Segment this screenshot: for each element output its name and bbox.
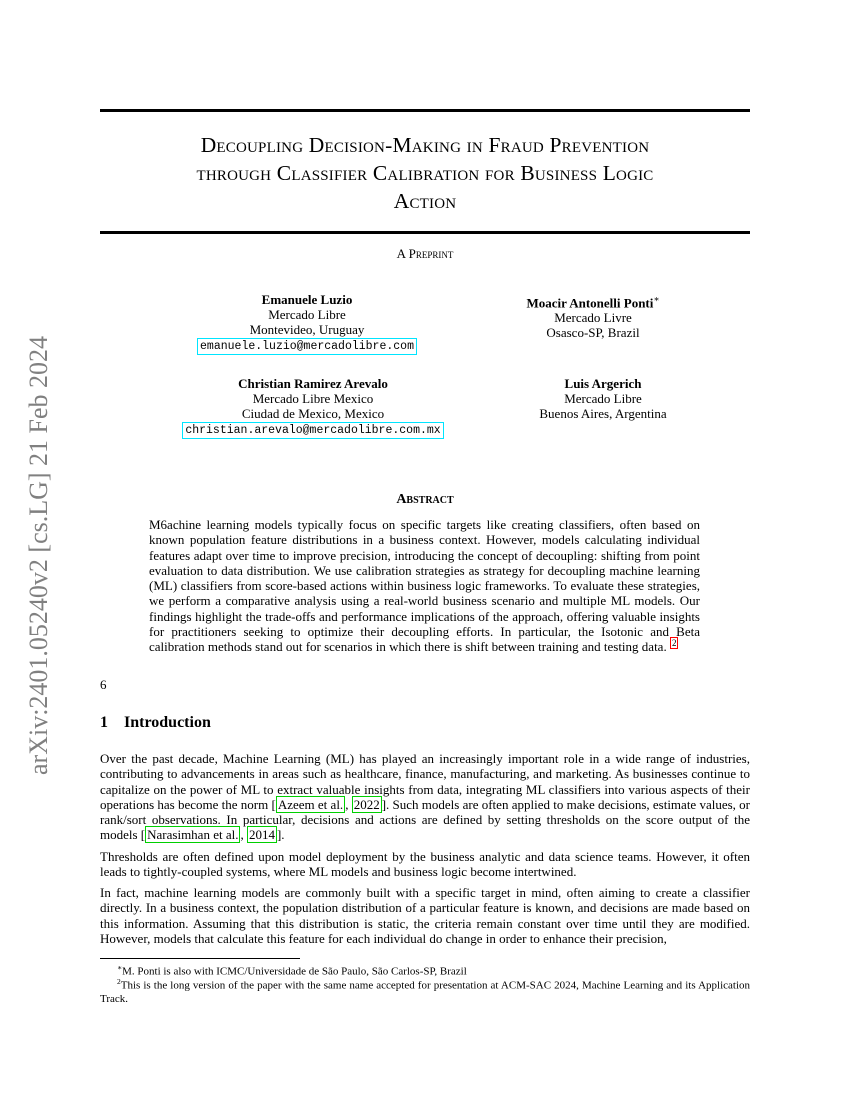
author-block-arevalo: [163, 376, 463, 439]
footnote-text: This is the long version of the paper with the same name accepted for presentation at ACM-SAC 2024, Machine Learning and its Application Track.: [100, 979, 750, 1006]
title-top-rule: [100, 109, 750, 112]
intro-paragraph-1: Over the past decade, Machine Learning (ML) has played an increasingly important role in a wide range of industries, contributing to advancements in areas such as healthcare, finance, manufacturing, and marketing. As businesses continue to capitalize on the power of ML to extract valuable insights from data, integrating ML classifiers into various aspects of their operations has become the norm [ Azeem et al. , 2022 ]. Such models are often applied to make decisions, estimate values, or rank/sort observations. In particular, decisions and actions are defined by setting thresholds on the score output of the models [ Narasimhan et al. , 2014 ].: [100, 751, 751, 843]
abstract-heading: Abstract: [396, 492, 454, 507]
author-footnote-mark[interactable]: ∗: [653, 294, 660, 304]
paragraph-text: ]. Such models are often applied to make decisions, estimate values, or rank/sort observations. In particular, decisions and actions are defined by setting thresholds on the score output of the models [: [100, 796, 751, 843]
section-number: 1: [100, 714, 108, 731]
author-name: Moacir Antonelli Ponti: [526, 295, 654, 311]
footnote-2: [100, 975, 750, 1007]
footnote-text: M. Ponti is also with ICMC/Universidade de São Paulo, São Carlos-SP, Brazil: [122, 965, 467, 978]
author-name: Luis Argerich: [564, 376, 642, 391]
section-title: Introduction: [124, 714, 211, 731]
title-line-1: Decoupling Decision-Making in Fraud Prevention: [200, 133, 650, 157]
citation-link[interactable]: Azeem et al.: [277, 796, 344, 812]
paper-title: [100, 131, 750, 215]
title-line-2: through Classifier Calibration for Business Logic: [196, 161, 654, 185]
author-email-link[interactable]: christian.arevalo@mercadolibre.com.mx: [182, 422, 443, 439]
abstract-footnote-link[interactable]: 2: [671, 638, 677, 649]
author-name: Christian Ramirez Arevalo: [238, 376, 388, 391]
citation-year-link[interactable]: 2022: [353, 796, 380, 812]
author-location: Montevideo, Uruguay: [249, 322, 365, 337]
abstract-text: [149, 517, 700, 655]
preprint-label: A Preprint: [396, 246, 454, 261]
footnote-mark: 2: [117, 977, 121, 986]
arxiv-stamp: arXiv:2401.05240v2 [cs.LG] 21 Feb 2024: [24, 335, 53, 775]
intro-paragraph-3: In fact, machine learning models are commonly built with a specific target in mind, often aiming to create a classifier directly. In a business context, the population distribution of a particular feature is known, and decisions are made based on this information. Assuming that this distribution is static, the criteria remain constant over time until they are modified. However, models that calculate this feature for each individual do change in order to enhance their precision,: [100, 885, 750, 946]
author-location: Osasco-SP, Brazil: [546, 325, 640, 341]
author-location: Ciudad de Mexico, Mexico: [241, 406, 385, 421]
author-email-link[interactable]: emanuele.luzio@mercadolibre.com: [197, 338, 417, 355]
title-bottom-rule: [100, 231, 750, 234]
author-block-ponti: [443, 292, 743, 340]
stray-number: 6: [100, 677, 107, 692]
citation-year-link[interactable]: 2014: [248, 827, 275, 843]
author-name: Emanuele Luzio: [261, 292, 353, 307]
author-affiliation: Mercado Libre: [268, 307, 346, 322]
author-affiliation: Mercado Livre: [554, 310, 632, 326]
section-heading: [100, 714, 211, 732]
title-line-3: Action: [393, 189, 457, 213]
author-block-luzio: [157, 292, 457, 355]
author-block-argerich: [453, 376, 753, 421]
author-location: Buenos Aires, Argentina: [539, 406, 667, 421]
paragraph-text: Over the past decade, Machine Learning (ML) has played an increasingly important role in a wide range of industries, contributing to advancements in areas such as healthcare, finance, manufacturing, and marketing. As businesses continue to capitalize on the power of ML to extract valuable insights from data, integrating ML classifiers into various aspects of their operations has become the norm [: [100, 751, 750, 812]
author-affiliation: Mercado Libre Mexico: [252, 391, 374, 406]
author-affiliation: Mercado Libre: [564, 391, 642, 406]
abstract-body: M6achine learning models typically focus on specific targets like creating classifiers, often based on known population feature distributions in a business context. However, models calculating individual features adapt over time to improve precision, introducing the concept of decoupling: shifting from point evaluation to data distribution. We use calibration strategies as strategy for decoupling machine learning (ML) classifiers from score-based actions within business logic frameworks. To evaluate these strategies, we perform a comparative analysis using a real-world business scenario and multiple ML models. Our findings highlight the trade-offs and performance implications of the approach, offering valuable insights for practitioners seeking to optimize their decoupling efforts. In particular, the Isotonic and Beta calibration methods stand out for scenarios in which there is shift between training and testing data.: [149, 517, 700, 655]
citation-link[interactable]: Narasimhan et al.: [147, 827, 239, 843]
paragraph-text: ].: [276, 827, 285, 843]
footnote-rule: [100, 958, 300, 959]
intro-paragraph-2: Thresholds are often defined upon model deployment by the business analytic and data science teams. However, it often leads to tightly-coupled systems, where ML models and business logic become intertwined.: [100, 849, 750, 880]
footnote-mark: ∗: [117, 963, 123, 972]
